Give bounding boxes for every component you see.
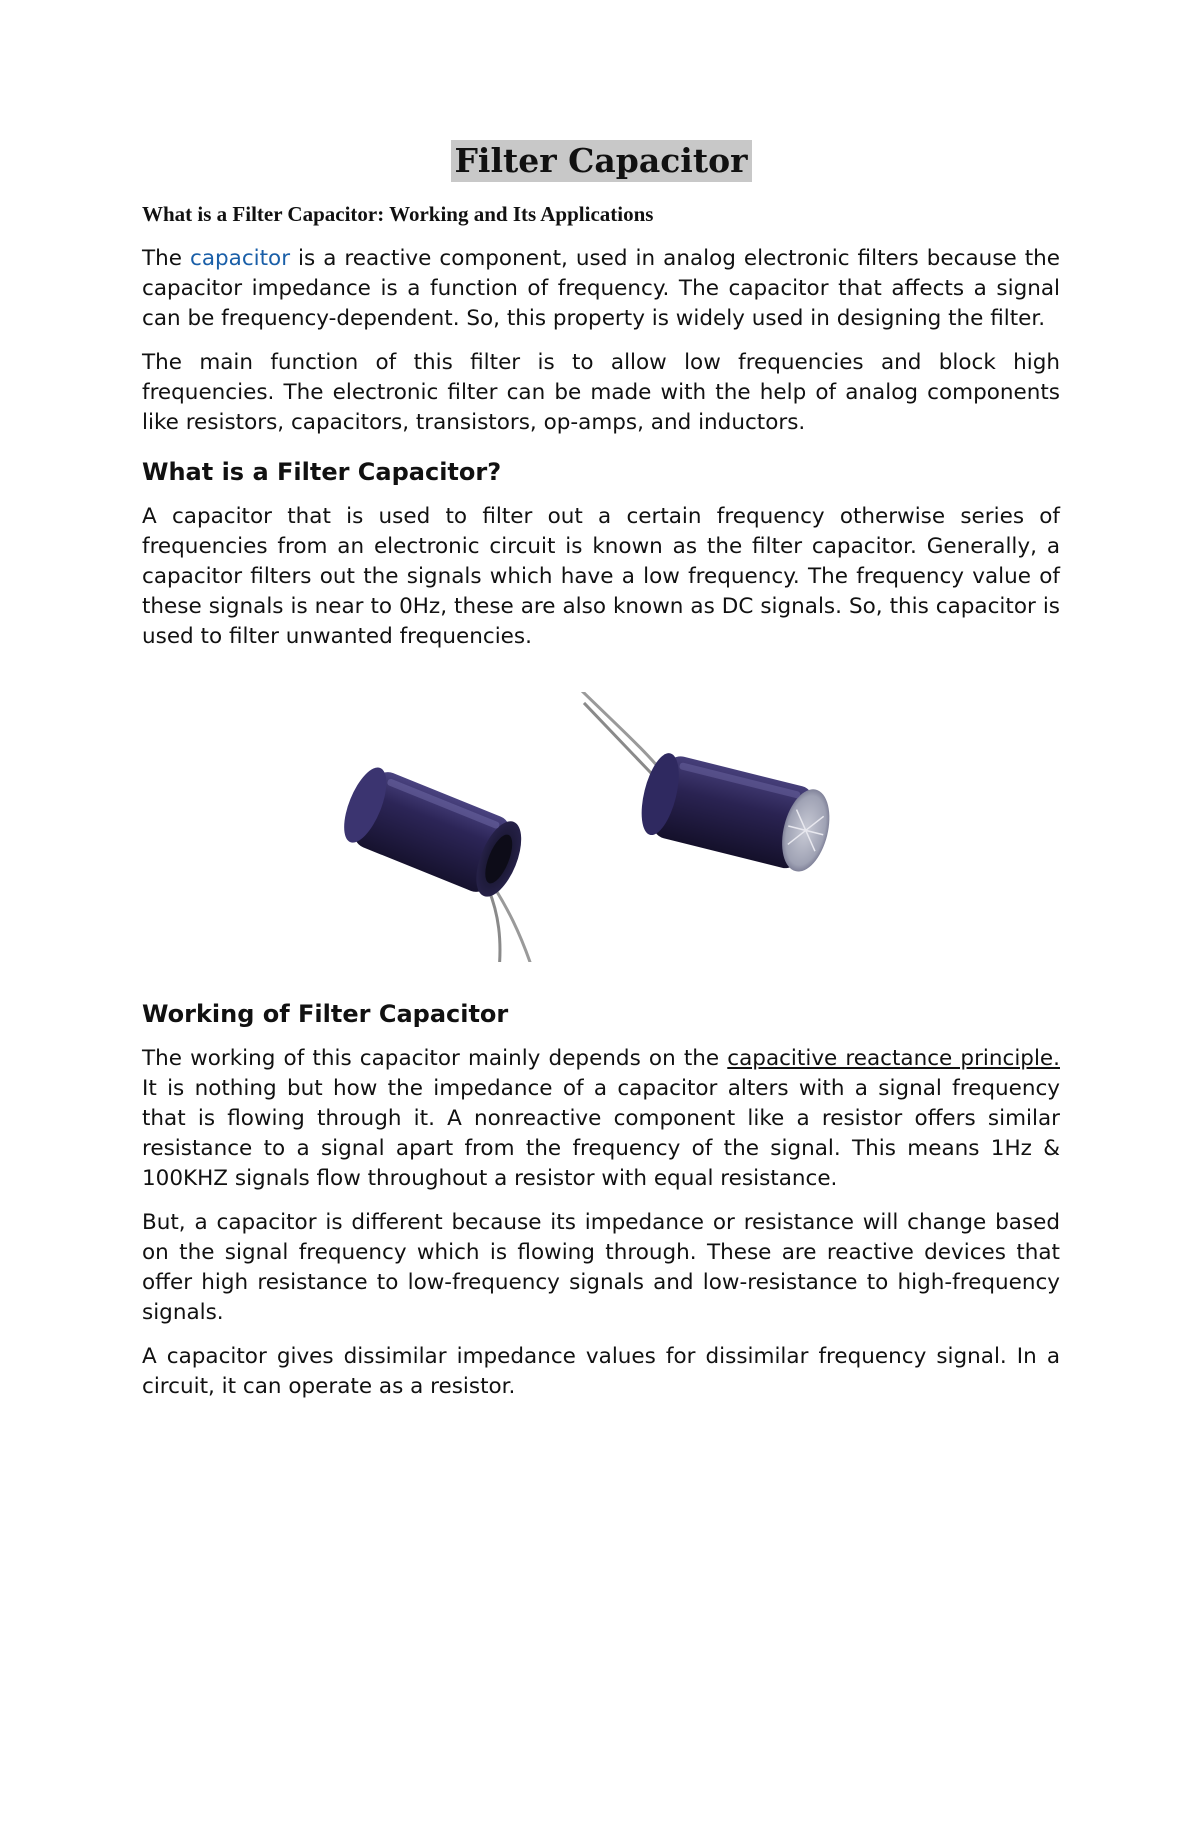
document-content [142, 140, 1060, 1416]
section-heading-working: Working of Filter Capacitor [142, 1000, 509, 1028]
intro-text-before: The [142, 246, 190, 271]
title-container [142, 140, 1060, 182]
capacitive-reactance-link[interactable]: capacitive reactance principle. [727, 1046, 1060, 1071]
working-paragraph-3: A capacitor gives dissimilar impedance values for dissimilar frequency signal. In a circuit, it can operate as a resistor. [142, 1344, 1060, 1399]
section-heading-what-is: What is a Filter Capacitor? [142, 458, 502, 486]
capacitors-figure [142, 692, 1060, 962]
capacitor-link[interactable]: capacitor [190, 246, 291, 271]
working-paragraph-2: But, a capacitor is different because its impedance or resistance will change based on the signal frequency which is flowing through. These are reactive devices that offer high resistance to low-frequency signals and low-resistance to high-frequency signals. [142, 1210, 1060, 1325]
right-capacitor [528, 692, 851, 876]
working-text-after: It is nothing but how the impedance of a capacitor alters with a signal frequency that is flowing through it. A nonreactive component like a resistor offers similar resistance to a signal apart from the frequency of the signal. This means 1Hz & 100KHZ signals flow throughout a resistor with equal resistance. [142, 1076, 1060, 1191]
intro-paragraph-2: The main function of this filter is to allow low frequencies and block high frequencies. The electronic filter can be made with the help of analog components like resistors, capacitors, transistors, op-amps, and inductors. [142, 350, 1060, 435]
intro-paragraph-1 [142, 244, 1060, 334]
intro-text-after: is a reactive component, used in analog electronic filters because the capacitor impedance is a function of frequency. The capacitor that affects a signal can be frequency-dependent. So, this property is widely used in designing the filter. [142, 246, 1060, 331]
working-text-before: The working of this capacitor mainly depends on the [142, 1046, 728, 1071]
electrolytic-capacitors-image [142, 692, 1060, 962]
left-capacitor [309, 762, 586, 962]
what-is-paragraph: A capacitor that is used to filter out a certain frequency otherwise series of frequencies from an electronic circuit is known as the filter capacitor. Generally, a capacitor filters out the signals which have a low frequency. The frequency value of these signals is near to 0Hz, these are also known as DC signals. So, this capacitor is used to filter unwanted frequencies. [142, 504, 1060, 649]
working-paragraph-1 [142, 1044, 1060, 1194]
document-subtitle: What is a Filter Capacitor: Working and Its Applications [142, 202, 654, 226]
page-title: Filter Capacitor [451, 140, 752, 182]
